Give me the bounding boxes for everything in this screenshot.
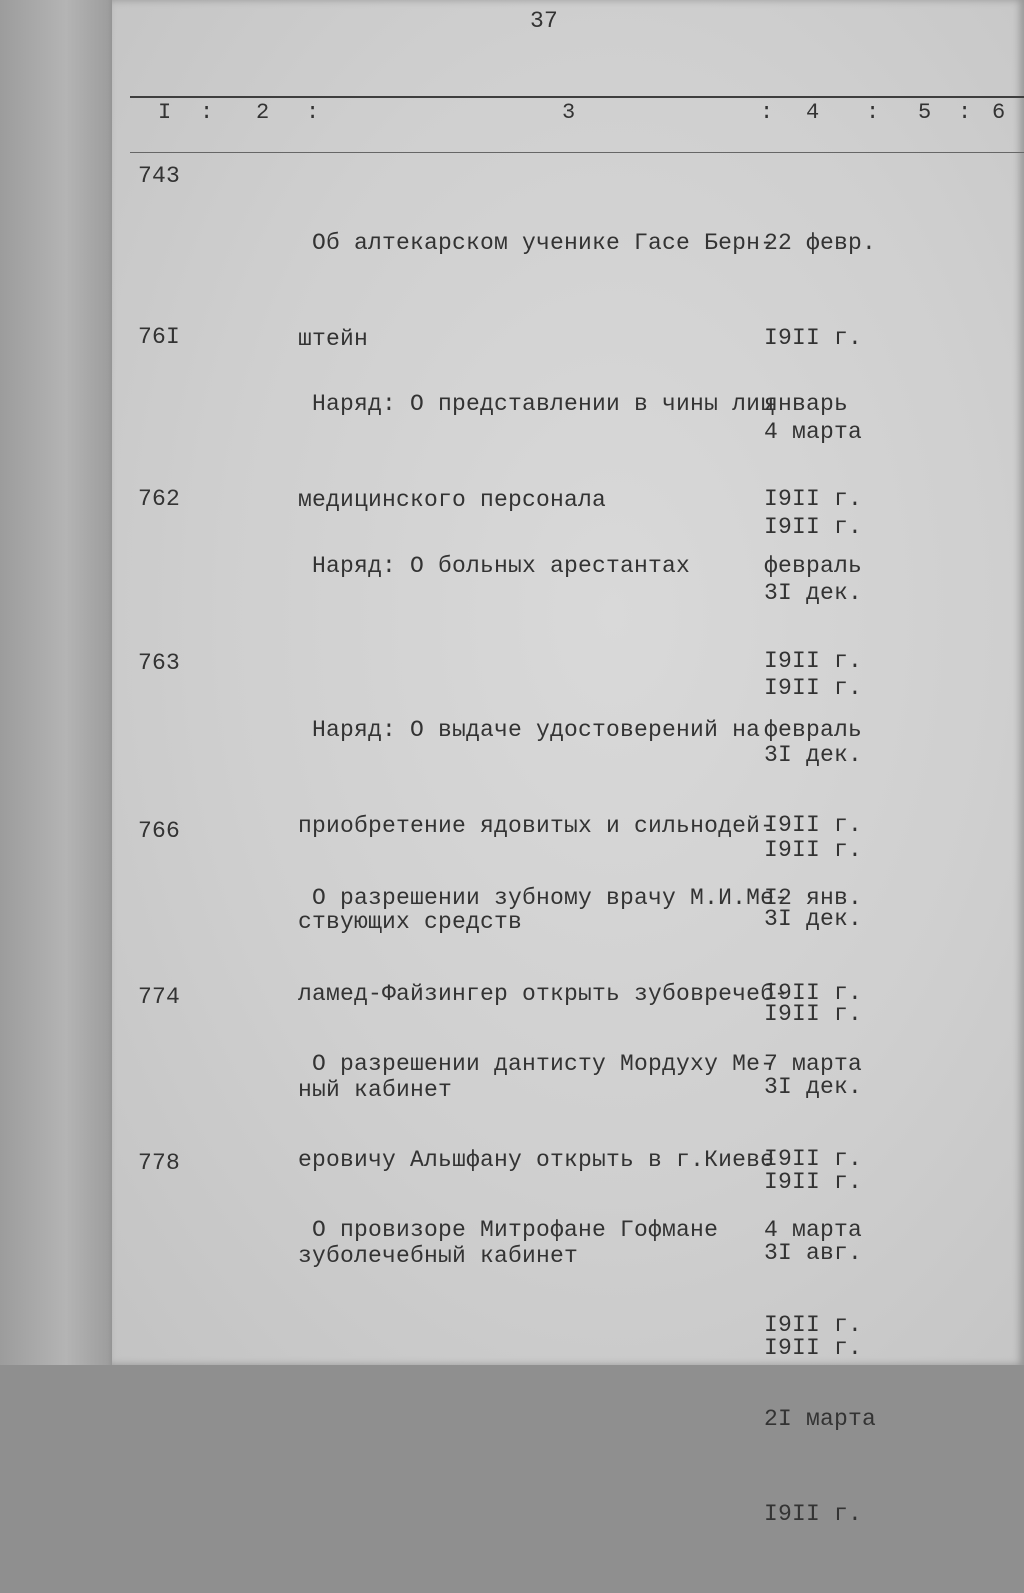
record-title	[298, 486, 690, 646]
record-number: 774	[138, 984, 181, 1010]
record-date: I9II г.	[764, 1168, 863, 1195]
column-header-6: 6	[992, 100, 1006, 125]
column-separator: :	[760, 100, 774, 125]
record-number: 762	[138, 486, 181, 512]
record-date: 3I дек.	[764, 1074, 863, 1100]
column-header-4: 4	[806, 100, 820, 125]
record-date: I9II г.	[764, 647, 863, 674]
record-date: 4 марта	[764, 1217, 863, 1243]
record-date: февраль	[764, 717, 863, 743]
left-page-edge	[0, 0, 120, 1365]
record-title-line: О разрешении зубному врачу М.И.Ме-	[312, 885, 789, 911]
record-title-line: приобретение ядовитых и сильнодей-	[298, 813, 775, 839]
record-title	[298, 1150, 718, 1310]
record-title-line: О провизоре Митрофане Гофмане	[312, 1217, 719, 1243]
record-date: 2I марта	[764, 1406, 877, 1432]
record-title-line: еровичу Альшфану открыть в г.Киеве	[298, 1147, 775, 1173]
record-title-line: зуболечебный кабинет	[298, 1243, 579, 1269]
record-number: 778	[138, 1150, 181, 1176]
record-date: 3I дек.	[764, 906, 863, 932]
record-title-line: О разрешении дантисту Мордуху Ме-	[312, 1051, 775, 1077]
record-title-line: Наряд: О представлении в чины лиц	[312, 391, 775, 417]
record-title-line: ламед-Файзингер открыть зубовречеб-	[298, 981, 789, 1007]
record-number: 763	[138, 650, 181, 676]
column-header-2: 2	[256, 100, 270, 125]
page-number: 37	[530, 8, 559, 34]
record-date: I9II г.	[764, 1311, 863, 1338]
record-date: 3I дек.	[764, 580, 863, 606]
column-header-1: I	[158, 100, 172, 125]
record-title-line: ствующих средств	[298, 909, 523, 935]
record-title-line: Об алтекарском ученике Гасе Берн-	[312, 230, 775, 256]
record-date: I9II г.	[764, 324, 863, 351]
record-date: I9II г.	[764, 513, 863, 540]
record-date: I9II г.	[764, 674, 863, 701]
record-number: 76I	[138, 324, 181, 350]
record-date: I9II г.	[764, 1500, 863, 1527]
record-date: I9II г.	[764, 811, 863, 838]
record-date: I9II г.	[764, 1145, 863, 1172]
record-date: 3I дек.	[764, 742, 863, 768]
column-header-5: 5	[918, 100, 932, 125]
column-header-3: 3	[562, 100, 576, 125]
record-title-line: медицинского персонала	[298, 487, 607, 513]
record-date: I9II г.	[764, 836, 863, 863]
header-rule-bottom	[130, 152, 1024, 153]
record-date: I9II г.	[764, 979, 863, 1006]
header-rule-top	[130, 96, 1024, 98]
record-number: 766	[138, 818, 181, 844]
record-date: январь	[764, 391, 849, 417]
record-title-line: Наряд: О больных арестантах	[312, 553, 691, 579]
column-separator: :	[958, 100, 972, 125]
record-dates	[764, 1152, 876, 1593]
column-separator: :	[306, 100, 320, 125]
record-date: I2 янв.	[764, 885, 863, 911]
record-date: февраль	[764, 553, 863, 579]
column-separator: :	[866, 100, 880, 125]
record-date: I9II г.	[764, 1334, 863, 1361]
record-date: 3I авг.	[764, 1240, 863, 1266]
record-date: I9II г.	[764, 1000, 863, 1027]
record-date: 22 февр.	[764, 230, 877, 256]
record-title-line: ный кабинет	[298, 1077, 453, 1103]
record-number: 743	[138, 163, 181, 189]
record-title-line: штейн	[298, 326, 369, 352]
record-date: 7 марта	[764, 1051, 863, 1077]
column-separator: :	[200, 100, 214, 125]
record-date: 4 марта	[764, 419, 863, 445]
record-date: I9II г.	[764, 485, 863, 512]
record-title-line: Наряд: О выдаче удостоверений на	[312, 717, 761, 743]
